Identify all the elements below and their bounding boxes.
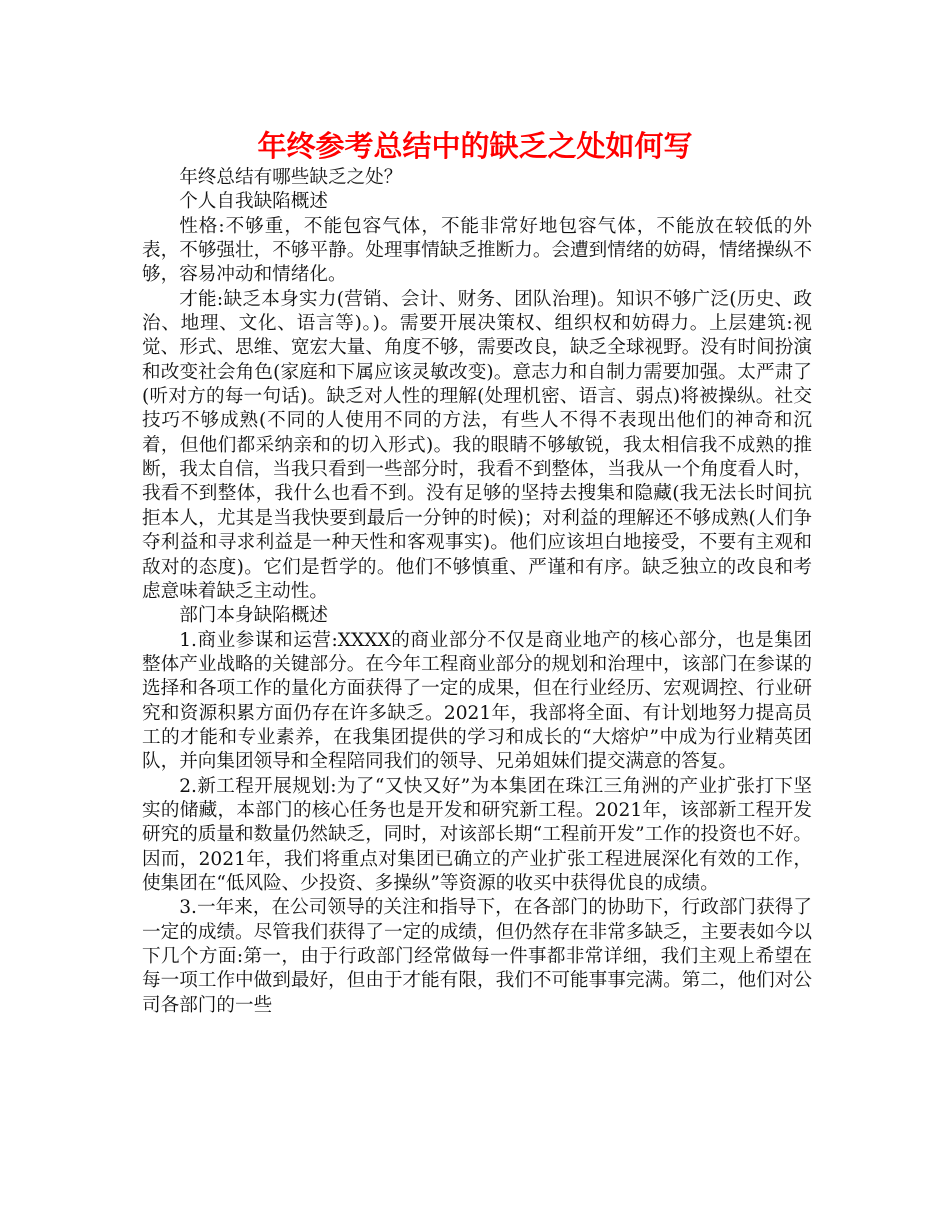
- paragraph-personality: 性格:不够重，不能包容气体，不能非常好地包容气体，不能放在较低的外表，不够强壮，不够平静。处理事情缺乏推断力。会遭到情绪的妨碍，情绪操纵不够，容易冲动和情绪化。: [142, 215, 812, 286]
- question-heading: 年终总结有哪些缺乏之处？: [179, 167, 403, 188]
- document-body: [142, 166, 812, 1018]
- paragraph-item-3: 3.一年来，在公司领导的关注和指导下，在各部门的协助下，行政部门获得了一定的成绩。尽管我们获得了一定的成绩，但仍然存在非常多缺乏，主要表如今以下几个方面:第一，由于行政部门经常做每一件事都非常详细，我们主观上希望在每一项工作中做到最好，但由于才能有限，我们不可能事事完满。第二，他们对公司各部门的一些: [142, 897, 812, 1016]
- document-title: 年终参考总结中的缺乏之处如何写: [257, 129, 693, 163]
- paragraph-item-2: 2.新工程开展规划:为了“又快又好”为本集团在珠江三角洲的产业扩张打下坚实的储藏，本部门的核心任务也是开发和研究新工程。2021年，该部新工程开发研究的质量和数量仍然缺乏，同时，对该部长期“工程前开发”工作的投资也不好。因而，2021年，我们将重点对集团已确立的产业扩张工程进展深化有效的工作，使集团在“低风险、少投资、多操纵”等资源的收买中获得优良的成绩。: [142, 775, 812, 894]
- section-heading-personal: 个人自我缺陷概述: [179, 191, 328, 213]
- paragraph-ability: 才能:缺乏本身实力(营销、会计、财务、团队治理)。知识不够广泛(历史、政治、地理、文化、语言等)。)。需要开展决策权、组织权和妨碍力。上层建筑:视觉、形式、思维、宽宏大量、角度不够，需要改良，缺乏全球视野。没有时间扮演和改变社会角色(家庭和下属应该灵敏改变)。意志力和自制力需要加强。太严肃了(听对方的每一句话)。缺乏对人性的理解(处理机密、语言、弱点)将被操纵。社交技巧不够成熟(不同的人使用不同的方法，有些人不得不表现出他们的神奇和沉着，但他们都采纳亲和的切入形式)。我的眼睛不够敏锐，我太相信我不成熟的推断，我太自信，当我只看到一些部分时，我看不到整体，当我从一个角度看人时，我看不到整体，我什么也看不到。没有足够的坚持去搜集和隐藏(我无法长时间抗拒本人，尤其是当我快要到最后一分钟的时候)；对利益的理解还不够成熟(人们争夺利益和寻求利益是一种天性和客观事实)。他们应该坦白地接受，不要有主观和敌对的态度)。它们是哲学的。他们不够慎重、严谨和有序。缺乏独立的改良和考虑意味着缺乏主动性。: [142, 288, 812, 602]
- section-heading-department: 部门本身缺陷概述: [179, 605, 328, 627]
- paragraph-item-1: 1.商业参谋和运营:XXXX的商业部分不仅是商业地产的核心部分，也是集团整体产业战略的关键部分。在今年工程商业部分的规划和治理中，该部门在参谋的选择和各项工作的量化方面获得了一定的成果，但在行业经历、宏观调控、行业研究和资源积累方面仍存在许多缺乏。2021年，我部将全面、有计划地努力提高员工的才能和专业素养，在我集团提供的学习和成长的“大熔炉”中成为行业精英团队，并向集团领导和全程陪同我们的领导、兄弟姐妹们提交满意的答复。: [142, 629, 812, 773]
